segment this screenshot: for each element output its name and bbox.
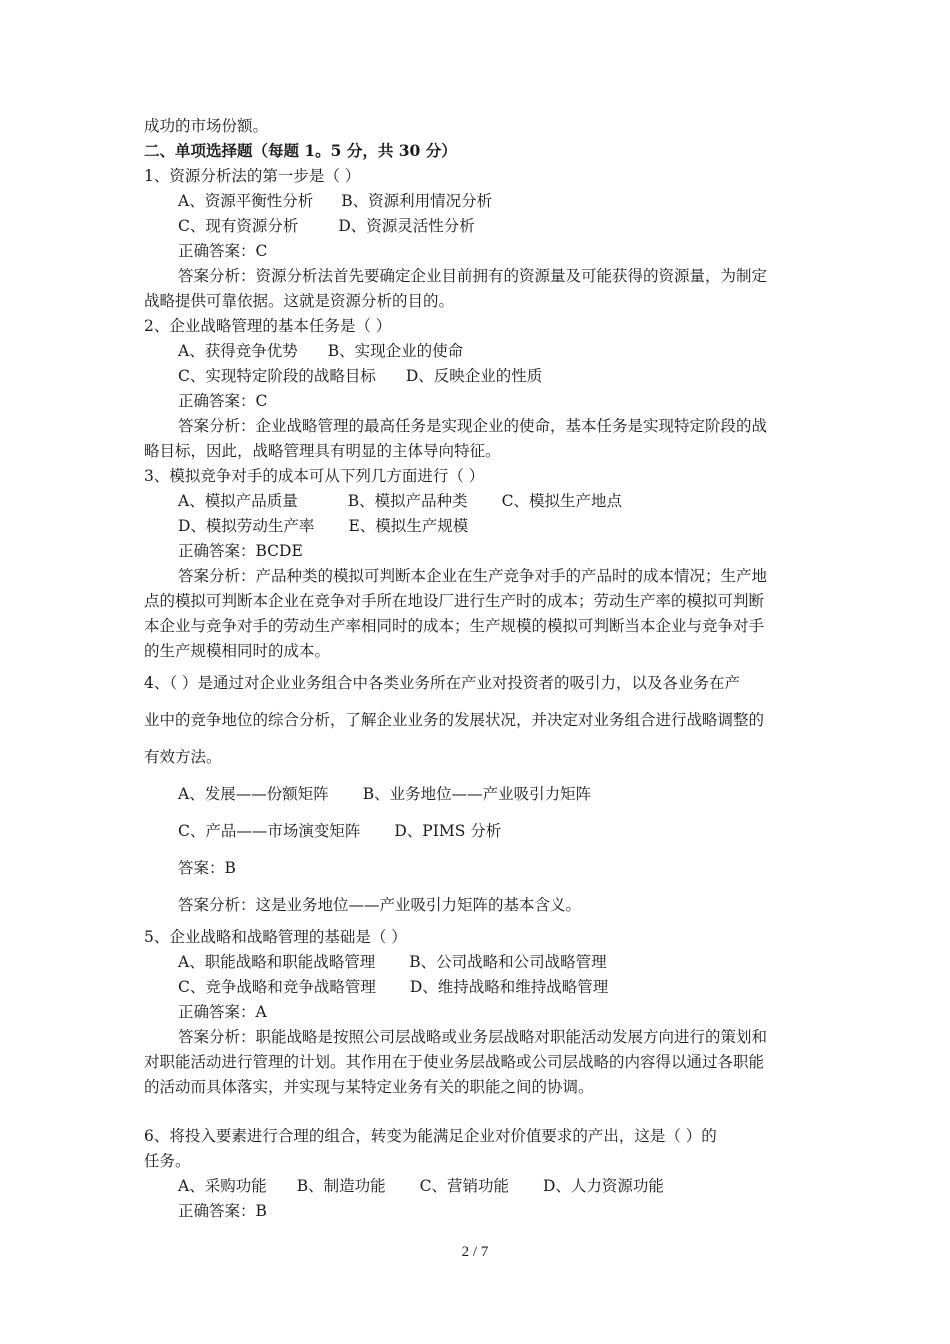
text-line: 本企业与竞争对手的劳动生产率相同时的成本；生产规模的模拟可判断当本企业与竞争对手 [144,617,765,635]
options-line [178,191,492,211]
answer-option: D、人力资源功能 [542,1177,664,1195]
answer-option: D、PIMS 分析 [394,822,502,840]
text-line: 成功的市场份额。 [144,117,269,135]
text-line: 正确答案：B [178,1202,267,1220]
answer-option: C、现有资源分析 [178,217,299,235]
options-line [178,952,607,972]
answer-option: D、模拟劳动生产率 [178,517,315,535]
options-line [178,491,622,511]
options-line [178,784,591,804]
options-line [178,516,468,536]
text-line: 6、将投入要素进行合理的组合，转变为能满足企业对价值要求的产出，这是（ ）的 [144,1127,717,1145]
text-line: 业中的竞争地位的综合分析，了解企业业务的发展状况，并决定对业务组合进行战略调整的 [144,711,765,729]
text-line: 任务。 [144,1152,191,1170]
answer-option: B、资源利用情况分析 [341,192,493,210]
text-line: 二、单项选择题（每题 1。5 分，共 30 分） [144,141,457,160]
text-line: 的生产规模相同时的成本。 [144,642,331,660]
text-line: 略目标，因此，战略管理具有明显的主体导向特征。 [144,442,501,460]
text-line: 1、资源分析法的第一步是（ ） [144,167,361,185]
text-line: 4、（ ）是通过对企业业务组合中各类业务所在产业对投资者的吸引力，以及各业务在产 [144,674,741,692]
options-line [178,1176,664,1196]
answer-option: C、竞争战略和竞争战略管理 [178,978,376,996]
answer-option: C、实现特定阶段的战略目标 [178,367,376,385]
text-line: 3、模拟竞争对手的成本可从下列几方面进行（ ） [144,467,485,485]
answer-option: B、实现企业的使命 [327,342,464,360]
text-line: 答案分析：这是业务地位——产业吸引力矩阵的基本含义。 [178,896,582,914]
answer-option: B、业务地位——产业吸引力矩阵 [362,785,592,803]
text-line: 答案分析：企业战略管理的最高任务是实现企业的使命，基本任务是实现特定阶段的战 [178,417,768,435]
text-line: 的活动而具体落实，并实现与某特定业务有关的职能之间的协调。 [144,1078,594,1096]
answer-option: A、发展——份额矩阵 [178,785,329,803]
answer-option: A、采购功能 [178,1177,267,1195]
text-line: 正确答案：A [178,1003,267,1021]
text-line: 答案分析：职能战略是按照公司层战略或业务层战略对职能活动发展方向进行的策划和 [178,1028,768,1046]
answer-option: B、公司战略和公司战略管理 [409,953,607,971]
options-line [178,366,542,386]
options-line [178,977,608,997]
options-line [178,216,475,236]
text-line: 答案：B [178,859,236,877]
text-line: 答案分析：产品种类的模拟可判断本企业在生产竞争对手的产品时的成本情况；生产地 [178,567,768,585]
text-line: 答案分析：资源分析法首先要确定企业目前拥有的资源量及可能获得的资源量，为制定 [178,267,768,285]
options-line [178,341,463,361]
answer-option: D、资源灵活性分析 [338,217,475,235]
page-number: 2 / 7 [461,1244,489,1260]
text-line: 有效方法。 [144,748,222,766]
answer-option: C、模拟生产地点 [501,492,622,510]
text-line: 正确答案：C [178,392,268,410]
text-line: 5、企业战略和战略管理的基础是（ ） [144,928,407,946]
options-line [178,821,501,841]
answer-option: B、模拟产品种类 [347,492,468,510]
text-line: 战略提供可靠依据。这就是资源分析的目的。 [144,292,455,310]
text-line: 2、企业战略管理的基本任务是（ ） [144,317,392,335]
answer-option: A、获得竞争优势 [178,342,298,360]
text-line: 正确答案：C [178,242,268,260]
answer-option: A、模拟产品质量 [178,492,298,510]
answer-option: C、营销功能 [419,1177,509,1195]
text-line: 点的模拟可判断本企业在竞争对手所在地设厂进行生产时的成本；劳动生产率的模拟可判断 [144,592,765,610]
answer-option: D、维持战略和维持战略管理 [409,978,609,996]
answer-option: D、反映企业的性质 [405,367,543,385]
text-line: 正确答案：BCDE [178,542,303,560]
answer-option: B、制造功能 [296,1177,386,1195]
answer-option: E、模拟生产规模 [348,517,469,535]
answer-option: C、产品——市场演变矩阵 [178,822,361,840]
answer-option: A、职能战略和职能战略管理 [178,953,376,971]
text-line: 对职能活动进行管理的计划。其作用在于使业务层战略或公司层战略的内容得以通过各职能 [144,1053,765,1071]
answer-option: A、资源平衡性分析 [178,192,314,210]
